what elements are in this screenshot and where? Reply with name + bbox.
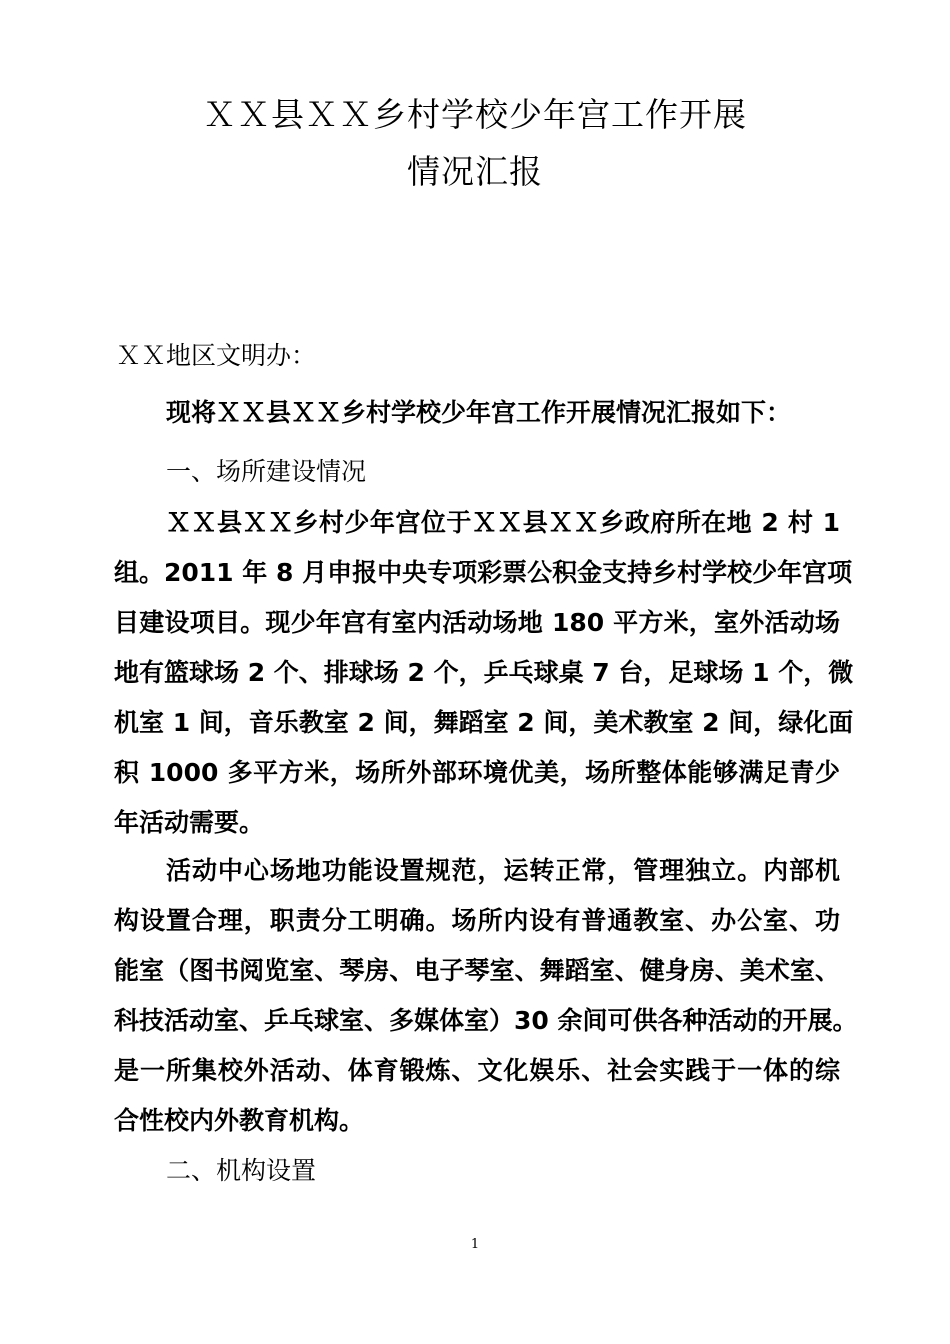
- section-heading-1: 一、场所建设情况: [166, 457, 367, 486]
- intro-sentence: 现将ＸＸ县ＸＸ乡村学校少年宫工作开展情况汇报如下：: [166, 398, 792, 427]
- document-title-line-2: 情况汇报: [407, 152, 543, 191]
- paragraph-line: 是一所集校外活动、体育锻炼、文化娱乐、社会实践于一体的综: [114, 1056, 840, 1085]
- paragraph-line: 活动中心场地功能设置规范，运转正常，管理独立。内部机: [166, 856, 840, 885]
- section-heading-2: 二、机构设置: [166, 1156, 317, 1185]
- paragraph-facility-functions: [114, 846, 858, 1146]
- paragraph-line: 目建设项目。现少年宫有室内活动场地 180 平方米，室外活动场: [114, 608, 840, 637]
- paragraph-line: ＸＸ县ＸＸ乡村少年宫位于ＸＸ县ＸＸ乡政府所在地 2 村 1: [166, 508, 840, 537]
- paragraph-line: 合性校内外教育机构。: [114, 1106, 365, 1135]
- paragraph-line: 科技活动室、乒乓球室、多媒体室）30 余间可供各种活动的开展。: [114, 1006, 858, 1035]
- paragraph-line: 年活动需要。: [114, 808, 265, 837]
- paragraph-line: 积 1000 多平方米，场所外部环境优美，场所整体能够满足青少: [114, 758, 840, 787]
- document-title-line-1: ＸＸ县ＸＸ乡村学校少年宫工作开展: [203, 95, 747, 134]
- paragraph-line: 能室（图书阅览室、琴房、电子琴室、舞蹈室、健身房、美术室、: [114, 956, 840, 985]
- paragraph-line: 地有篮球场 2 个、排球场 2 个，乒乓球桌 7 台，足球场 1 个，微: [114, 658, 854, 687]
- paragraph-line: 组。2011 年 8 月申报中央专项彩票公积金支持乡村学校少年宫项: [114, 558, 853, 587]
- paragraph-line: 构设置合理，职责分工明确。场所内设有普通教室、办公室、功: [114, 906, 840, 935]
- page-number: 1: [470, 1237, 480, 1252]
- paragraph-line: 机室 1 间，音乐教室 2 间，舞蹈室 2 间，美术教室 2 间，绿化面: [114, 708, 854, 737]
- addressee: ＸＸ地区文明办：: [116, 341, 317, 370]
- paragraph-site-construction: [114, 498, 854, 848]
